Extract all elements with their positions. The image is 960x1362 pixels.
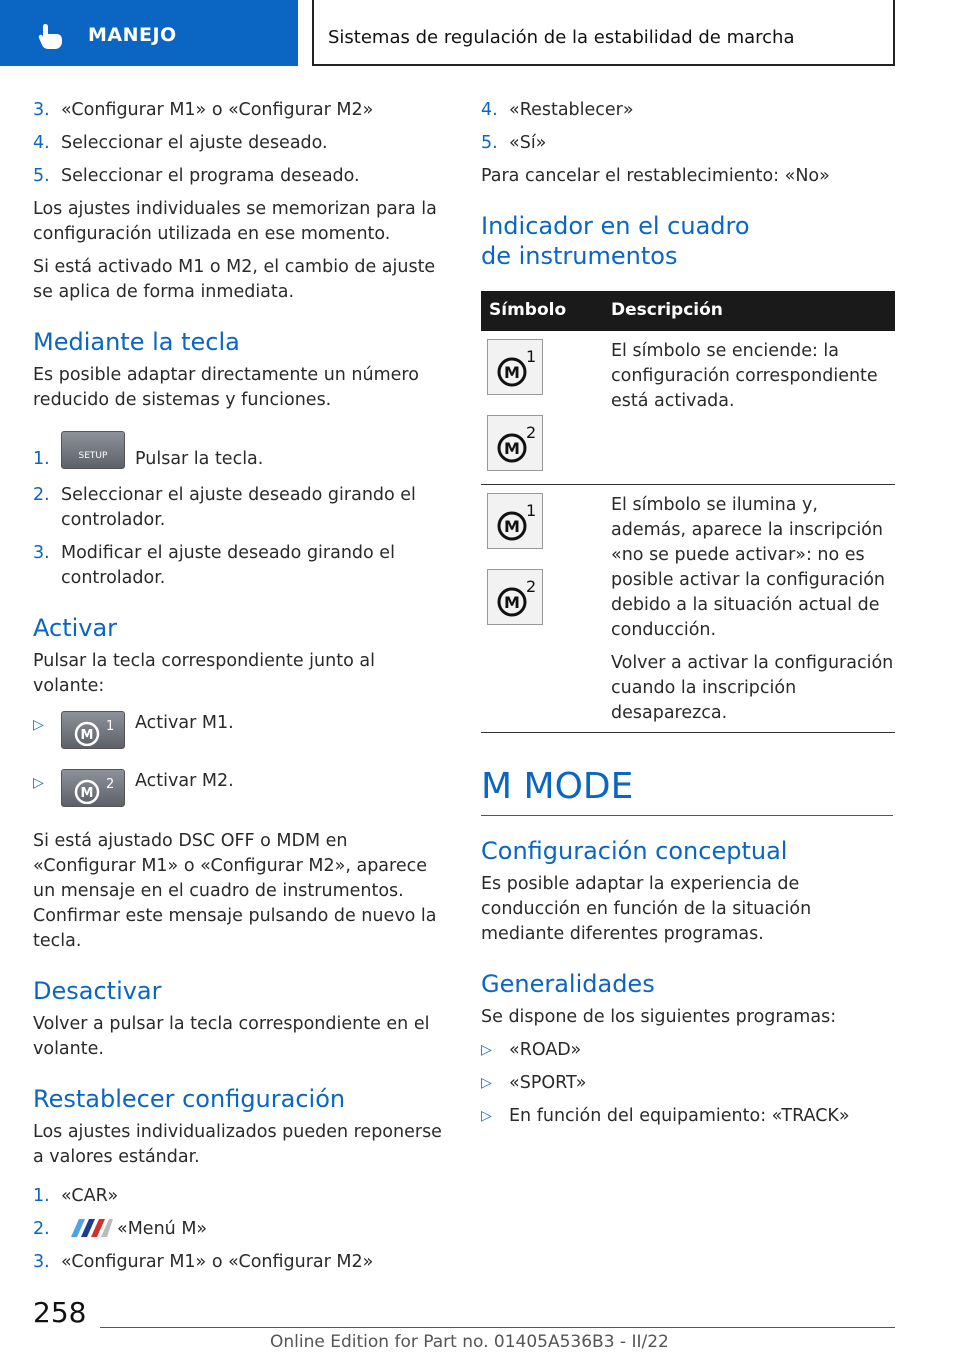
section-tab (0, 0, 298, 66)
list-item: 5. Seleccionar el programa deseado. (33, 166, 360, 186)
table-row: M 1 M 2 El símbolo se enciende: la configuración correspondiente está activada. (481, 331, 895, 485)
page-title: Sistemas de regulación de la estabilidad de marcha (312, 0, 895, 66)
m1-indicator-icon (487, 493, 543, 549)
svg-text:M: M (504, 517, 520, 536)
list-item: 2. Seleccionar el ajuste deseado girando el controlador. (33, 485, 416, 530)
list-item: ▷ M 2 Activar M2. (33, 769, 445, 819)
svg-text:2: 2 (106, 777, 115, 792)
svg-text:1: 1 (526, 501, 537, 520)
list-item: 5. «Sí» (481, 133, 547, 153)
heading-concept: Configuración conceptual (481, 837, 788, 865)
svg-text:M: M (504, 439, 520, 458)
heading-indicador: Indicador en el cuadro de instrumentos (481, 212, 750, 270)
table-header: Símbolo Descripción (481, 291, 895, 331)
paragraph: Los ajustes individuales se memorizan para la configuración utilizada en ese momento. (33, 199, 437, 244)
list-item: 1. SETUP Pulsar la tecla. (33, 431, 445, 475)
setup-key-icon: SETUP (61, 431, 125, 469)
paragraph: Si está activado M1 o M2, el cambio de ajuste se aplica de forma inmediata. (33, 257, 436, 302)
list-item: 3. Modificar el ajuste deseado girando el controlador. (33, 543, 395, 588)
right-column (481, 98, 893, 1137)
footer-divider (100, 1327, 895, 1328)
heading-mmode: M MODE (481, 767, 893, 816)
heading-general: Generalidades (481, 970, 655, 998)
list-item: 2. «Menú M» (33, 1219, 208, 1239)
m1-indicator-icon (487, 339, 543, 395)
heading-tecla: Mediante la tecla (33, 328, 240, 356)
paragraph: Para cancelar el restablecimiento: «No» (481, 166, 830, 186)
list-item: ▷ «SPORT» (481, 1073, 587, 1093)
left-column (33, 98, 445, 1283)
section-label: MANEJO (88, 24, 177, 46)
svg-text:2: 2 (526, 423, 537, 442)
paragraph: Los ajustes individualizados pueden reponerse a valores estándar. (33, 1122, 442, 1167)
paragraph: Si está ajustado DSC OFF o MDM en «Configurar M1» o «Configurar M2», aparece un mensaje en el cuadro de instrumentos. Confirmar este mensaje pulsando de nuevo la tecla. (33, 831, 437, 951)
edition-text: Online Edition for Part no. 01405A536B3 - II/22 (270, 1332, 669, 1352)
list-item: ▷ En función del equipamiento: «TRACK» (481, 1106, 850, 1126)
paragraph: Se dispone de los siguientes programas: (481, 1007, 837, 1027)
list-item: 1. «CAR» (33, 1186, 119, 1206)
paragraph: Es posible adaptar directamente un número reducido de sistemas y funciones. (33, 365, 419, 410)
svg-text:M: M (80, 786, 94, 801)
list-item: 3. «Configurar M1» o «Configurar M2» (33, 1252, 374, 1272)
svg-text:1: 1 (526, 347, 537, 366)
table-row: M 1 M 2 El símbolo se ilumina y, además, aparece la inscripción «no se puede activar»: no es posible activar la configuración debido a la situación actual de conducción. Volver a activar la configuración cuando la inscripción desaparezca. (481, 485, 895, 733)
heading-desactivar: Desactivar (33, 977, 162, 1005)
list-item: 4. Seleccionar el ajuste deseado. (33, 133, 328, 153)
list-item: 3. «Configurar M1» o «Configurar M2» (33, 100, 374, 120)
page-header (0, 0, 960, 66)
svg-text:1: 1 (106, 719, 115, 734)
list-item: 4. «Restablecer» (481, 100, 634, 120)
svg-text:M: M (504, 363, 520, 382)
svg-text:M: M (504, 593, 520, 612)
m1-key-icon (61, 711, 125, 749)
list-item: ▷ M 1 Activar M1. (33, 711, 445, 761)
m2-indicator-icon (487, 415, 543, 471)
heading-activar: Activar (33, 614, 118, 642)
heading-restablecer: Restablecer configuración (33, 1085, 346, 1113)
svg-text:M: M (80, 728, 94, 743)
m2-indicator-icon (487, 569, 543, 625)
page-number: 258 (33, 1296, 87, 1329)
paragraph: Volver a pulsar la tecla correspondiente en el volante. (33, 1014, 430, 1059)
paragraph: Es posible adaptar la experiencia de conducción en función de la situación mediante diferentes programas. (481, 874, 812, 944)
svg-text:2: 2 (526, 577, 537, 596)
m-menu-icon (63, 1219, 113, 1237)
symbol-table (481, 291, 895, 733)
paragraph: Pulsar la tecla correspondiente junto al volante: (33, 651, 375, 696)
m2-key-icon (61, 769, 125, 807)
hand-icon (36, 22, 66, 50)
list-item: ▷ «ROAD» (481, 1040, 582, 1060)
